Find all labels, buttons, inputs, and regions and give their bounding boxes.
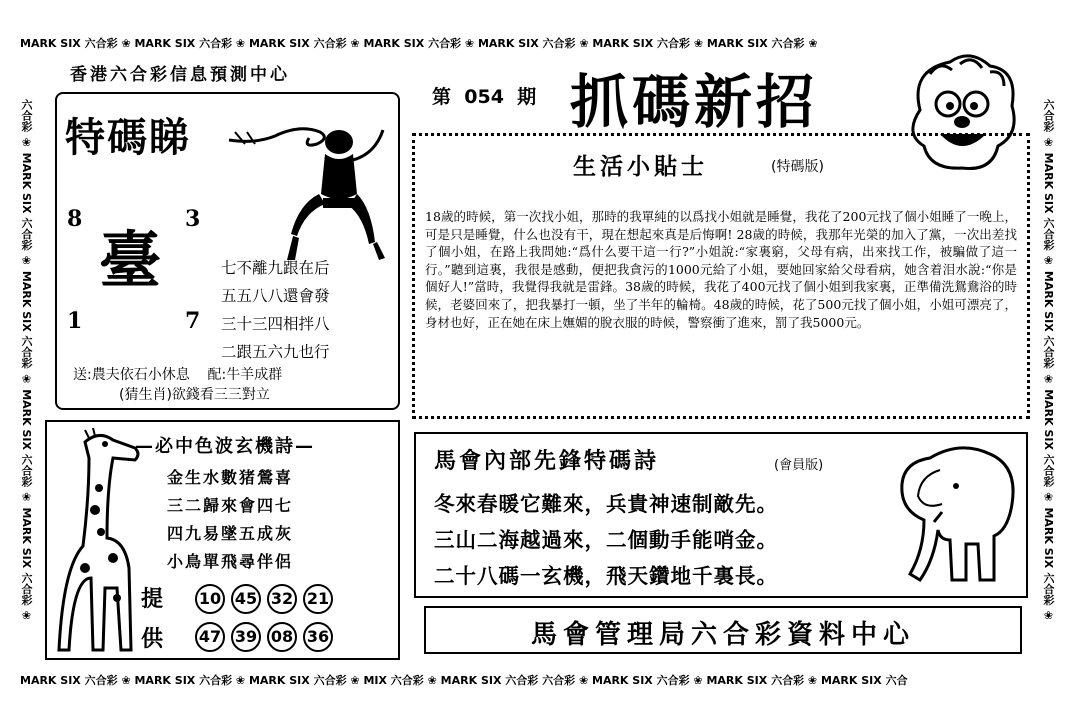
tips-subtitle: (特碼版): [771, 159, 824, 175]
poem-line: 三十三四相拌八: [221, 315, 330, 333]
bottom-border-strip: MARK SIX 六合彩 ❀ MARK SIX 六合彩 ❀ MARK SIX 六合彩 ❀ MIX 六合彩 ❀ MARK SIX 六合彩 六合彩 ❀ MARK SIX 六合彩 ❀ MARK SIX 六合彩 ❀ MARK SIX 六合: [20, 674, 908, 687]
number-top-right: 3: [185, 206, 201, 232]
number-ball: 45: [231, 584, 261, 614]
number-ball: 32: [267, 584, 297, 614]
poem-line: 小鳥單飛尋伴侶: [167, 552, 294, 571]
number-ball: 36: [303, 622, 333, 652]
issue-value: 054: [464, 86, 504, 108]
poem-line: 冬來春暖它難來，兵貴神速制敵先。: [434, 492, 778, 516]
poem-line: 三二歸來會四七: [167, 496, 294, 515]
special-code-title: 特碼睇: [65, 114, 191, 161]
poem-line: 四九易墜五成灰: [167, 524, 294, 543]
giraffe-icon: [55, 428, 155, 656]
headline: 抓碼新招: [570, 68, 819, 136]
horse-poem-lines: [434, 486, 778, 594]
footer-banner: [424, 606, 1022, 654]
color-wave-poem-title: —必中色波玄機詩—: [135, 436, 315, 457]
right-border-strip: 六合彩 ❀ MARK SIX 六合彩 ❀ MARK SIX 六合彩 ❀ MARK SIX 六合彩 ❀ MARK SIX 六合彩 ❀: [1042, 98, 1055, 622]
poem-line: 二跟五六九也行: [221, 343, 330, 361]
horse-poem-subtitle: (會員版): [774, 458, 824, 473]
number-ball: 39: [231, 622, 261, 652]
poem-line: 五五八八還會發: [221, 287, 330, 305]
number-ball: 21: [303, 584, 333, 614]
left-border-strip: 六合彩 ❀ MARK SIX 六合彩 ❀ MARK SIX 六合彩 ❀ MARK SIX 六合彩 ❀ MARK SIX 六合彩 ❀: [20, 98, 33, 622]
credit-value-send: 農夫依石小休息: [91, 367, 190, 383]
number-bottom-right: 7: [185, 308, 201, 334]
left-bottom-panel: [45, 420, 400, 660]
poem-line: 七不離九跟在后: [221, 259, 330, 277]
issue-prefix: 第: [432, 86, 452, 108]
poem-line: 金生水數猪鶯喜: [167, 468, 294, 487]
credit-label-match: 配:: [207, 367, 227, 383]
number-ball: 08: [267, 622, 297, 652]
provide-label-bottom: 供: [141, 627, 164, 652]
issue-number: [432, 82, 536, 109]
credit-line: [73, 364, 282, 384]
top-border-strip: MARK SIX 六合彩 ❀ MARK SIX 六合彩 ❀ MARK SIX 六合彩 ❀ MARK SIX 六合彩 ❀ MARK SIX 六合彩 ❀ MARK SIX 六合彩 ❀ MARK SIX 六合彩 ❀: [20, 37, 818, 50]
credit-value-match: 牛羊成群: [226, 367, 283, 383]
footer-banner-text: 馬會管理局六合彩資料中心: [530, 620, 915, 650]
info-center-header: 香港六合彩信息預測中心: [70, 65, 290, 85]
tips-title: 生活小貼士: [573, 154, 708, 180]
horse-club-poem-panel: [414, 432, 1028, 598]
number-top-left: 8: [67, 206, 83, 232]
woman-figure-icon: [279, 124, 389, 264]
left-top-panel: [55, 92, 400, 410]
horse-poem-title: 馬會內部先鋒特碼詩: [434, 448, 660, 474]
number-bottom-left: 1: [67, 308, 83, 334]
zodiac-hint: (猜生肖)欲錢看三三對立: [119, 387, 270, 403]
elephant-icon: [890, 440, 1024, 590]
issue-suffix: 期: [517, 86, 537, 108]
big-character: 臺: [99, 224, 162, 297]
number-ball: 10: [195, 584, 225, 614]
color-wave-poem: [167, 464, 293, 576]
special-code-poem: [221, 254, 330, 366]
poem-line: 二十八碼一玄機，飛天鑽地千裏長。: [434, 564, 778, 588]
number-ball: 47: [195, 622, 225, 652]
tips-panel: [412, 133, 1030, 419]
color-wave-poem-title-text: 必中色波玄機詩: [155, 436, 295, 457]
credit-label-send: 送:: [73, 367, 92, 383]
poem-line: 三山二海越過來，二個動手能哨金。: [434, 528, 778, 552]
provide-label-top: 提: [141, 587, 164, 612]
tips-article: 18歲的時候，第一次找小姐，那時的我單純的以爲找小姐就是睡覺，我花了200元找了個小姐睡了一晚上，可是只是睡覺，什么也没有干，現在想起來真是后悔啊! 28歲的時候，我那年光榮的加入了黨，一次出差找了個小姐，在路上我問她:“爲什么要干這一行?”小姐說:“家裏窮，父母有病，出來找工作，被騙做了這一行。”聽到這裏，我很是感動，便把我貪污的1000元給了小姐，要她回家給父母看病，她含着泪水說:“你是個好人!”當時，我覺得我就是雷鋒。38歲的時候，我花了400元找了個小姐到我家裏，正準備洗鴛鴦浴的時候，老婆回來了，把我暴打一頓，坐了半年的輪椅。48歲的時候，花了500元找了個小姐，小姐可漂亮了，身材也好，正在她在床上嫵媚的脫衣服的時候，警察衝了進來，罰了我5000元。: [425, 209, 1017, 330]
